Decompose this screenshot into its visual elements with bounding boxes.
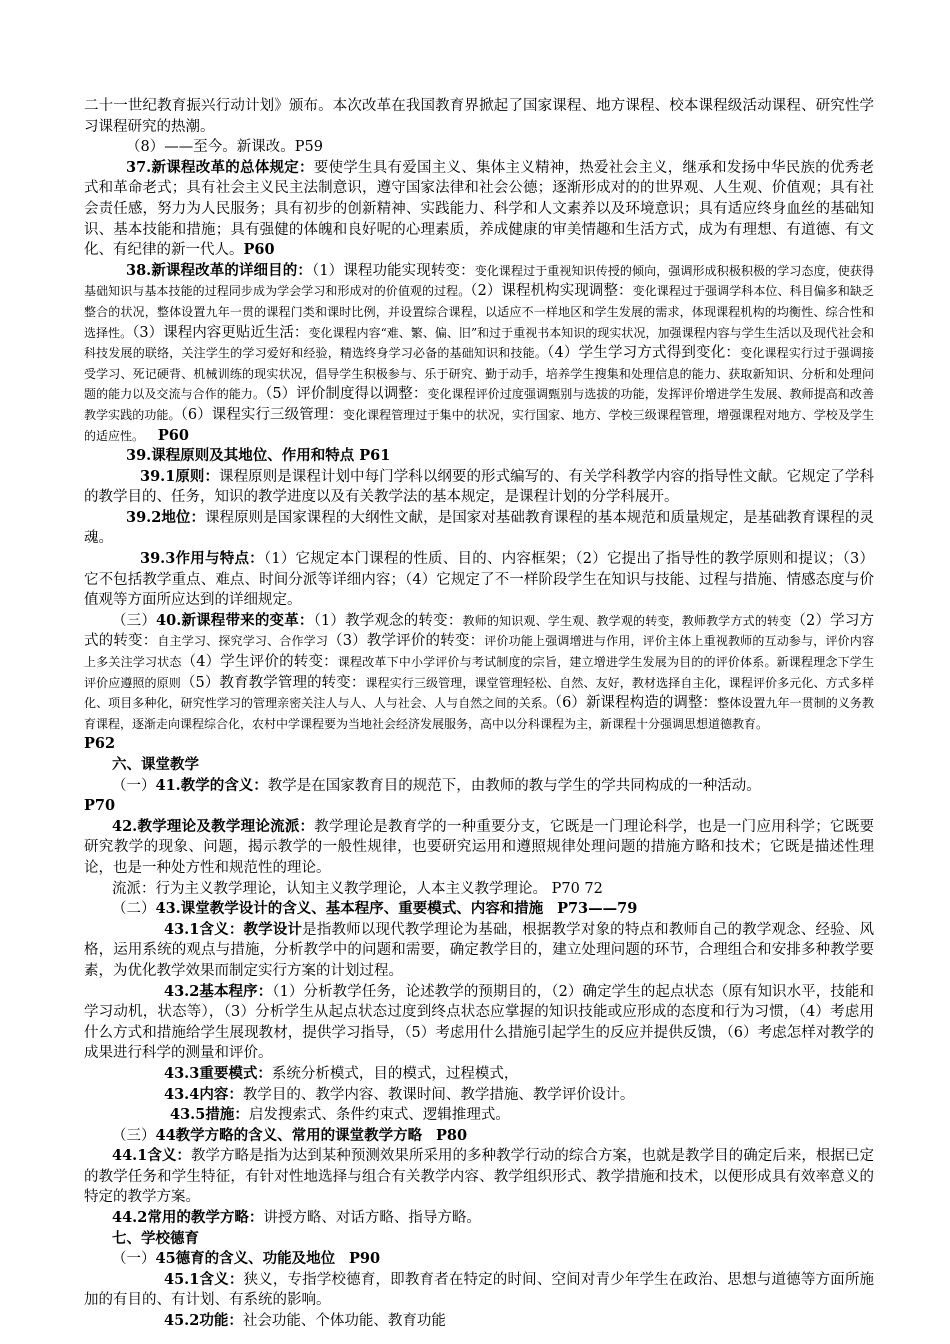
term: 教学设计 [243, 920, 303, 938]
section-38 [84, 261, 874, 446]
subsection-title: 45.1含义： [164, 1270, 244, 1288]
subsection-title: 43.5措施： [170, 1106, 249, 1124]
item-body: 变化课程内容“难、繁、偏、旧”和过于重视书本知识的现实状况，加强课程内容与学生生活以及现代社会和科技发展的联络，关注学生的学习爱好和经验，精选终身学习必备的基础知识和技能。 [84, 325, 874, 361]
subsection-title: 45.2功能： [164, 1312, 243, 1330]
item-heading: （4）学生学习方式得到变化： [547, 345, 741, 362]
subsection-title: 44.2常用的教学方略： [112, 1209, 264, 1227]
item-heading: （1）课程功能实现转变： [311, 262, 475, 279]
page-ref: P73——79 [557, 900, 638, 918]
subsection-title: 44.1含义： [112, 1147, 191, 1165]
page-ref: P60 [243, 241, 275, 259]
subsection-title: 43.1含义： [164, 920, 244, 938]
subsection-body: 社会功能、个体功能、教育功能 [242, 1313, 446, 1330]
section-43-1 [84, 920, 874, 982]
item-body: 自主学习、探究学习、合作学习 [157, 634, 329, 649]
subsection-body: （1）它规定本门课程的性质、目的、内容框架；（2）它提出了指导性的教学原则和提议；（3）它不包括教学重点、难点、时间分派等详细内容；（4）它规定了不一样阶段学生在知识与技能、过程与措施、情感态度与价值观等方面所应达到的详细规定。 [84, 551, 874, 609]
section-43-2 [84, 982, 874, 1064]
section-40-title: 40.新课程带来的变革： [156, 611, 314, 629]
text: （8）——至今。新课改。P59 [126, 139, 323, 156]
subsection-body: 系统分析模式，目的模式，过程模式， [271, 1065, 519, 1082]
subsection-body: 讲授方略、对话方略、指导方略。 [263, 1210, 481, 1227]
item-body: 课程改革下中小学评价与考试制度的宗旨，建立增进学生发展为目的的评价体系。新课程理念下学生评价应遵照的原则 [84, 655, 874, 690]
item-body: 评价功能上强调增进与作用，评价主体上重视教师的互动参与，评价内容上多关注学习状态 [84, 634, 874, 670]
subsection-body: 是指教师以现代教学理论为基础，根据教学对象的特点和教师自己的教学观念、经验、风格，运用系统的观点与措施，分析教学中的问题和需要，确定教学目的，建立处理问题的环节，合理组合和安排多种教学要素，为优化教学效果而制定实行方案的计划过程。 [84, 921, 874, 979]
text: 二十一世纪教育振兴行动计划》颁布。本次改革在我国教育界掀起了国家课程、地方课程、校本课程级活动课程、研究性学习课程研究的热潮。 [84, 98, 874, 135]
item-body: 整体设置九年一贯制的义务教育课程，逐渐走向课程综合化，农村中学课程要为当地社会经济发展服务，高中以分科课程为主，新课程十分强调思想道德教育。 [84, 696, 874, 731]
page-ref: P70 [84, 797, 116, 815]
item-heading: （6）新课程构造的调整： [554, 695, 718, 712]
item-heading: （2）学习方式的转变： [84, 612, 874, 650]
subsection-body: 教学目的、教学内容、教课时间、教学措施、教学评价设计。 [242, 1086, 635, 1103]
section-44 [84, 1126, 874, 1147]
paragraph-period-8 [84, 137, 874, 158]
section-44-1 [84, 1146, 874, 1208]
item-heading: （6）课程实行三级管理： [180, 406, 343, 423]
section-prefix: （二） [112, 901, 156, 918]
subsection-title: 43.2基本程序： [164, 982, 273, 1000]
section-41 [84, 776, 874, 817]
section-37-title: 37.新课程改革的总体规定： [126, 158, 314, 176]
subsection-title: 43.4内容： [164, 1085, 243, 1103]
chapter-7-heading: 七、学校德育 [112, 1229, 199, 1247]
section-37 [84, 158, 874, 261]
item-body: 变化课程评价过度强调甄别与选拔的功能，发挥评价增进学生发展、教师提高和改善教学实践的功能。 [84, 387, 874, 422]
section-40 [84, 611, 874, 755]
section-45-2 [84, 1311, 874, 1332]
section-43-4 [84, 1085, 874, 1106]
section-45 [84, 1249, 874, 1270]
section-43-5 [84, 1105, 874, 1126]
subsection-body: 课程原则是课程计划中每门学科以纲要的形式编写的、有关学科教学内容的指导性文献。它规定了学科的教学目的、任务，知识的教学进度以及有关教学法的基本规定，是课程计划的分学科展开。 [84, 468, 874, 506]
paragraph-intro [84, 96, 874, 137]
item-heading: （4）学生评价的转变： [181, 654, 338, 671]
item-body: 教师的知识观、学生观、教学观的转变，教师教学方式的转变 [462, 613, 792, 628]
section-41-body: 教学是在国家教育目的规范下，由教师的教与学生的学共同构成的一种活动。 [267, 777, 761, 794]
item-heading: （3）教学评价的转变： [328, 633, 485, 650]
section-42 [84, 817, 874, 879]
item-body: 变化课程过于强调学科本位、科目偏多和缺乏整合的状况，整体设置九年一贯的课程门类和课时比例，并设置综合课程，以适应不一样地区和学生发展的需求，体现课程机构的均衡性、综合性和选择性。 [84, 284, 874, 340]
section-41-title: 41.教学的含义： [155, 776, 268, 794]
section-43 [84, 899, 874, 920]
subsection-title: 39.1原则： [140, 467, 220, 485]
section-39-2 [84, 508, 874, 549]
item-body: 变化课程过于重视知识传授的倾向，强调形成积极积极的学习态度，使获得基础知识与基本技能的过程同步成为学会学习和形成对的价值观的过程。 [84, 263, 874, 299]
section-38-title: 38.新课程改革的详细目的： [126, 261, 312, 279]
subsection-title: 39.2地位： [126, 508, 205, 526]
chapter-6-heading: 六、课堂教学 [112, 756, 199, 773]
page-ref: P62 [84, 735, 116, 753]
item-heading: （1）教学观念的转变： [313, 612, 463, 629]
subsection-title: 43.3重要模式： [164, 1064, 272, 1082]
section-prefix: （一） [112, 1251, 156, 1268]
item-body: 变化课程管理过于集中的状况，实行国家、地方、学校三级课程管理，增强课程对地方、学校及学生的适应性。 [84, 407, 874, 443]
section-prefix: （三） [112, 1127, 156, 1144]
document-page [84, 96, 874, 1332]
subsection-body: 教学方略是指为达到某种预测效果所采用的多种教学行动的综合方案，也就是教学目的确定后来，根据已定的教学任务和学生特征，有针对性地选择与组合有关教学内容、教学组织形式、教学措施和技术，以便形成具有效率意义的特定的教学方案。 [84, 1148, 874, 1206]
section-prefix: （三） [112, 612, 157, 629]
section-prefix: （一） [112, 777, 156, 794]
section-42-body: 教学理论是教育学的一种重要分支，它既是一门理论科学，也是一门应用科学；它既要研究教学的现象、问题，揭示教学的一般性规律，也要研究运用和遵照规律处理问题的措施方略和技术；它既是描述性理论，也是一种处方性和规范性的理论。 [84, 818, 875, 876]
section-39-title: 39.课程原则及其地位、作用和特点 P61 [126, 447, 391, 465]
subsection-body: （1）分析教学任务，论述教学的预期目的，（2）确定学生的起点状态（原有知识水平，技能和学习动机，状态等），（3）分析学生从起点状态过度到终点状态应掌握的知识技能或应形成的态度和行为习惯，（4）考虑用什么方式和措施给学生展现教材，提供学习指导，（5）考虑用什么措施引起学生的反应并提供反馈，（6）考虑怎样对教学的成果进行科学的测量和评价。 [84, 983, 874, 1062]
page-ref: P60 [157, 426, 189, 444]
subsection-body: 课程原则是国家课程的大纲性文献，是国家对基础教育课程的基本规范和质量规定，是基础教育课程的灵魂。 [84, 509, 874, 547]
subsection-title: 39.3作用与特点： [140, 550, 264, 568]
section-43-3 [84, 1064, 874, 1085]
section-45-title: 45德育的含义、功能及地位 [155, 1250, 336, 1268]
item-body: 课程实行三级管理，课堂管理轻松、自然、友好，教材选择自主化，课程评价多元化、方式多样化、项目多种化，研究性学习的管理亲密关注人与人、人与社会、人与自然之间的关系。 [84, 675, 874, 711]
section-42-schools: 流派：行为主义教学理论，认知主义教学理论，人本主义教学理论。 P70 72 [112, 880, 603, 897]
item-heading: （5）评价制度得以调整： [265, 386, 428, 403]
page-ref: P80 [436, 1126, 468, 1144]
section-39-3 [84, 549, 874, 611]
section-39-1 [84, 467, 874, 508]
section-42-title: 42.教学理论及教学理论流派： [112, 817, 315, 835]
item-heading: （2）课程机构实现调整： [470, 283, 633, 300]
section-44-title: 44教学方略的含义、常用的课堂教学方略 [155, 1126, 423, 1144]
section-44-2 [84, 1208, 874, 1229]
item-heading: （5）教育教学管理的转变： [180, 674, 366, 691]
page-ref: P90 [349, 1250, 381, 1268]
section-43-title: 43.课堂教学设计的含义、基本程序、重要模式、内容和措施 [155, 900, 544, 918]
subsection-body: 启发搜索式、条件约束式、逻辑推理式。 [248, 1107, 510, 1124]
subsection-body: 狭义，专指学校德育，即教育者在特定的时间、空间对青少年学生在政治、思想与道德等方面所施加的有目的、有计划、有系统的影响。 [84, 1271, 874, 1309]
section-45-1 [84, 1270, 874, 1311]
section-37-body: 要使学生具有爱国主义、集体主义精神，热爱社会主义，继承和发扬中华民族的优秀老式和革命老式；具有社会主义民主法制意识，遵守国家法律和社会公德；逐渐形成对的的世界观、人生观、价值观；具有社会责任感，努力为人民服务；具有初步的创新精神、实践能力、科学和人文素养以及环境意识；具有适应终身血丝的基础知识、基本技能和措施；具有强健的体魄和良好呢的心理素质，养成健康的审美情趣和生活方式，成为有理想、有道德、有文化、有纪律的新一代人。 [84, 159, 874, 259]
item-body: 变化课程实行过于强调接受学习、死记硬背、机械训练的现实状况，倡导学生积极参与、乐于研究、勤于动手，培养学生搜集和处理信息的能力、获取新知识、分析和处理问题的能力以及交流与合作的能力。 [84, 346, 874, 402]
item-heading: （3）课程内容更贴近生活： [132, 324, 309, 341]
